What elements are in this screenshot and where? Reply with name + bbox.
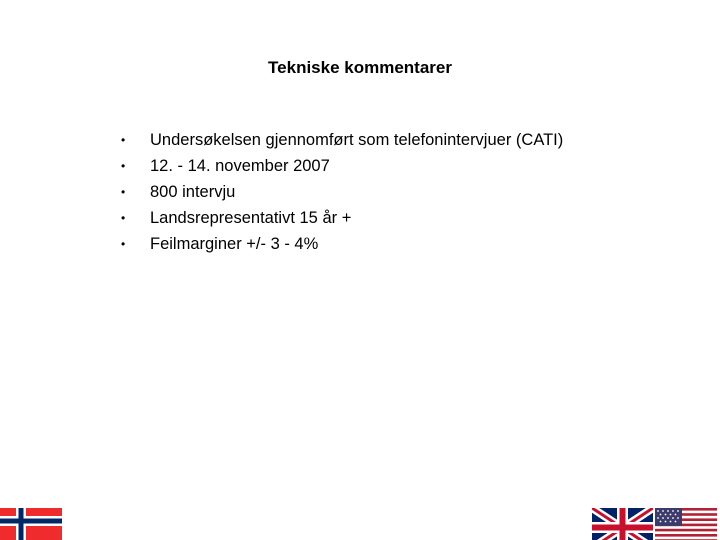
bullet-text: 12. - 14. november 2007 [150,157,330,175]
bullet-icon: • [121,159,126,173]
bullet-item-margin [121,231,563,257]
bullet-item-population [121,205,563,231]
slide-title: Tekniske kommentarer [268,58,452,77]
bullet-text: Undersøkelsen gjennomført som telefonintervjuer (CATI) [150,131,564,149]
bullet-item-method [121,127,563,153]
bullet-item-sample [121,179,563,205]
bullet-text: Landsrepresentativt 15 år + [150,209,352,227]
bullet-text: 800 intervju [150,183,236,201]
bullet-icon: • [121,211,126,225]
bullet-text: Feilmarginer +/- 3 - 4% [150,235,319,253]
bullet-icon: • [121,133,126,147]
bullet-list [121,127,563,257]
norway-flag-icon [0,508,62,540]
us-flag-icon [655,508,717,540]
bullet-icon: • [121,237,126,251]
bullet-icon: • [121,185,126,199]
bullet-item-dates [121,153,563,179]
uk-flag-icon [592,508,653,540]
